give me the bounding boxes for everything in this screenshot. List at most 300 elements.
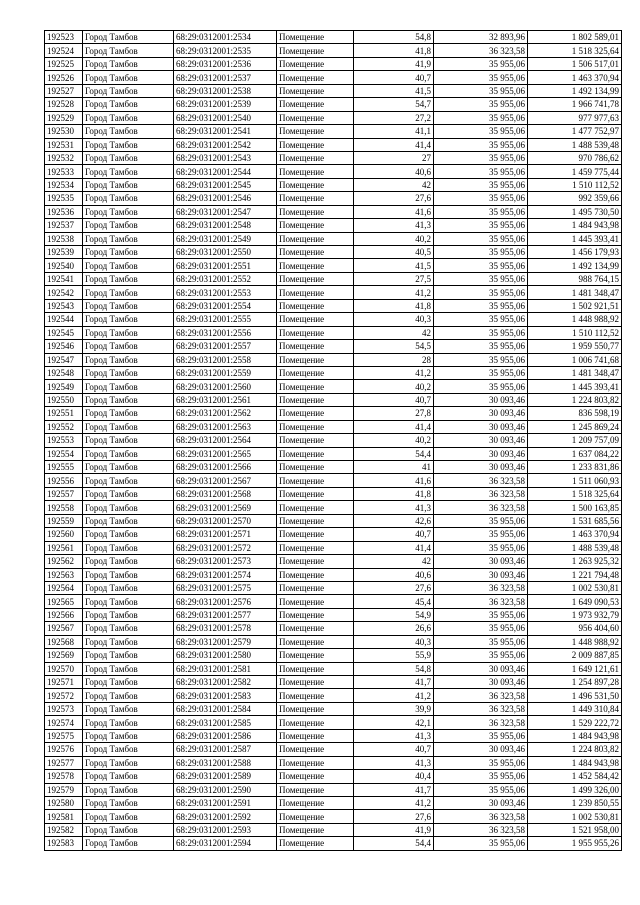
cell-cadastral-value: 1 445 393,41 [528, 232, 622, 245]
cell-object-type: Помещение [277, 151, 354, 164]
cell-area: 41,2 [354, 796, 434, 809]
cell-unit-value: 30 093,46 [434, 447, 528, 460]
cell-cadastral-number: 68:29:0312001:2584 [174, 702, 277, 715]
cell-city: Город Тамбов [83, 770, 174, 783]
table-row [45, 393, 622, 406]
cell-area: 42,6 [354, 514, 434, 527]
table-row [45, 823, 622, 836]
cell-area: 40,6 [354, 165, 434, 178]
cell-cadastral-value: 1 492 134,99 [528, 84, 622, 97]
cell-unit-value: 35 955,06 [434, 111, 528, 124]
cell-cadastral-number: 68:29:0312001:2594 [174, 837, 277, 850]
cell-area: 40,7 [354, 743, 434, 756]
cell-area: 27,6 [354, 810, 434, 823]
cell-cadastral-value: 1 481 348,47 [528, 366, 622, 379]
cell-cadastral-number: 68:29:0312001:2559 [174, 366, 277, 379]
cell-row-number: 192528 [45, 98, 83, 111]
cell-cadastral-value: 1 209 757,09 [528, 434, 622, 447]
cell-unit-value: 36 323,58 [434, 689, 528, 702]
cell-row-number: 192546 [45, 340, 83, 353]
cell-cadastral-number: 68:29:0312001:2590 [174, 783, 277, 796]
cell-cadastral-number: 68:29:0312001:2543 [174, 151, 277, 164]
cell-cadastral-value: 1 495 730,50 [528, 205, 622, 218]
cell-area: 41,8 [354, 487, 434, 500]
cell-city: Город Тамбов [83, 689, 174, 702]
cell-row-number: 192558 [45, 501, 83, 514]
cell-unit-value: 30 093,46 [434, 796, 528, 809]
cell-area: 42 [354, 178, 434, 191]
cell-object-type: Помещение [277, 44, 354, 57]
table-row [45, 84, 622, 97]
cell-row-number: 192531 [45, 138, 83, 151]
cell-city: Город Тамбов [83, 743, 174, 756]
cell-row-number: 192526 [45, 71, 83, 84]
cell-cadastral-value: 1 456 179,93 [528, 246, 622, 259]
cell-cadastral-number: 68:29:0312001:2593 [174, 823, 277, 836]
cell-city: Город Тамбов [83, 165, 174, 178]
cell-object-type: Помещение [277, 353, 354, 366]
cell-city: Город Тамбов [83, 205, 174, 218]
cell-cadastral-value: 1 500 163,85 [528, 501, 622, 514]
cell-city: Город Тамбов [83, 246, 174, 259]
cell-city: Город Тамбов [83, 393, 174, 406]
cell-city: Город Тамбов [83, 380, 174, 393]
cell-cadastral-value: 1 002 530,81 [528, 810, 622, 823]
cell-object-type: Помещение [277, 622, 354, 635]
table-row [45, 635, 622, 648]
cell-area: 41,2 [354, 366, 434, 379]
table-row [45, 783, 622, 796]
cell-object-type: Помещение [277, 595, 354, 608]
cell-unit-value: 35 955,06 [434, 622, 528, 635]
cell-city: Город Тамбов [83, 111, 174, 124]
cell-cadastral-number: 68:29:0312001:2576 [174, 595, 277, 608]
cell-row-number: 192573 [45, 702, 83, 715]
cell-city: Город Тамбов [83, 716, 174, 729]
cell-object-type: Помещение [277, 689, 354, 702]
cell-cadastral-value: 1 511 060,93 [528, 474, 622, 487]
cell-cadastral-number: 68:29:0312001:2560 [174, 380, 277, 393]
table-row [45, 71, 622, 84]
cell-row-number: 192539 [45, 246, 83, 259]
cell-cadastral-number: 68:29:0312001:2552 [174, 272, 277, 285]
cell-row-number: 192564 [45, 581, 83, 594]
cell-cadastral-number: 68:29:0312001:2534 [174, 31, 277, 44]
cell-unit-value: 32 893,96 [434, 31, 528, 44]
cell-cadastral-value: 1 006 741,68 [528, 353, 622, 366]
cell-unit-value: 36 323,58 [434, 44, 528, 57]
cell-object-type: Помещение [277, 676, 354, 689]
cell-area: 41,3 [354, 756, 434, 769]
cell-unit-value: 36 323,58 [434, 474, 528, 487]
cell-cadastral-value: 1 955 955,26 [528, 837, 622, 850]
table-row [45, 662, 622, 675]
cell-row-number: 192524 [45, 44, 83, 57]
cell-city: Город Тамбов [83, 178, 174, 191]
cell-row-number: 192552 [45, 420, 83, 433]
cell-row-number: 192559 [45, 514, 83, 527]
table-row [45, 57, 622, 70]
cell-cadastral-number: 68:29:0312001:2564 [174, 434, 277, 447]
cell-cadastral-value: 1 481 348,47 [528, 286, 622, 299]
cell-cadastral-number: 68:29:0312001:2540 [174, 111, 277, 124]
cell-city: Город Тамбов [83, 259, 174, 272]
cell-row-number: 192560 [45, 528, 83, 541]
cell-cadastral-value: 1 510 112,52 [528, 178, 622, 191]
cell-object-type: Помещение [277, 380, 354, 393]
cell-object-type: Помещение [277, 71, 354, 84]
cell-object-type: Помещение [277, 178, 354, 191]
cell-object-type: Помещение [277, 434, 354, 447]
cell-city: Город Тамбов [83, 474, 174, 487]
cell-object-type: Помещение [277, 810, 354, 823]
cell-row-number: 192533 [45, 165, 83, 178]
cell-city: Город Тамбов [83, 232, 174, 245]
cell-area: 40,3 [354, 635, 434, 648]
cell-city: Город Тамбов [83, 702, 174, 715]
cell-row-number: 192529 [45, 111, 83, 124]
table-row [45, 689, 622, 702]
table-row [45, 837, 622, 850]
cell-object-type: Помещение [277, 286, 354, 299]
cell-area: 41,1 [354, 125, 434, 138]
cell-unit-value: 35 955,06 [434, 514, 528, 527]
cell-unit-value: 35 955,06 [434, 340, 528, 353]
cell-area: 54,4 [354, 837, 434, 850]
cell-row-number: 192570 [45, 662, 83, 675]
cell-object-type: Помещение [277, 635, 354, 648]
cell-unit-value: 35 955,06 [434, 205, 528, 218]
cell-unit-value: 35 955,06 [434, 756, 528, 769]
cell-city: Город Тамбов [83, 340, 174, 353]
cell-unit-value: 35 955,06 [434, 138, 528, 151]
table-row [45, 555, 622, 568]
table-row [45, 581, 622, 594]
cell-unit-value: 30 093,46 [434, 461, 528, 474]
cell-unit-value: 36 323,58 [434, 501, 528, 514]
cell-unit-value: 35 955,06 [434, 299, 528, 312]
cell-cadastral-value: 1 488 539,48 [528, 138, 622, 151]
table-row [45, 622, 622, 635]
cell-row-number: 192557 [45, 487, 83, 500]
cell-cadastral-value: 1 477 752,97 [528, 125, 622, 138]
cell-city: Город Тамбов [83, 420, 174, 433]
cell-row-number: 192579 [45, 783, 83, 796]
cell-city: Город Тамбов [83, 622, 174, 635]
cell-area: 41 [354, 461, 434, 474]
cell-unit-value: 35 955,06 [434, 165, 528, 178]
cell-row-number: 192580 [45, 796, 83, 809]
cell-object-type: Помещение [277, 165, 354, 178]
cell-row-number: 192550 [45, 393, 83, 406]
cell-city: Город Тамбов [83, 581, 174, 594]
cell-area: 41,5 [354, 259, 434, 272]
cell-area: 41,7 [354, 676, 434, 689]
cell-cadastral-number: 68:29:0312001:2537 [174, 71, 277, 84]
cell-unit-value: 35 955,06 [434, 71, 528, 84]
cell-object-type: Помещение [277, 259, 354, 272]
cell-unit-value: 35 955,06 [434, 528, 528, 541]
table-row [45, 743, 622, 756]
table-row [45, 608, 622, 621]
registry-sheet [44, 30, 622, 851]
cell-unit-value: 36 323,58 [434, 716, 528, 729]
cell-unit-value: 30 093,46 [434, 407, 528, 420]
table-row [45, 447, 622, 460]
cell-city: Город Тамбов [83, 676, 174, 689]
cell-cadastral-number: 68:29:0312001:2563 [174, 420, 277, 433]
cell-city: Город Тамбов [83, 31, 174, 44]
cell-city: Город Тамбов [83, 514, 174, 527]
cell-cadastral-value: 1 254 897,28 [528, 676, 622, 689]
cell-row-number: 192553 [45, 434, 83, 447]
cell-cadastral-number: 68:29:0312001:2550 [174, 246, 277, 259]
cell-area: 42,1 [354, 716, 434, 729]
cell-city: Город Тамбов [83, 608, 174, 621]
cadastral-table [44, 30, 622, 851]
cell-object-type: Помещение [277, 823, 354, 836]
cell-object-type: Помещение [277, 474, 354, 487]
cell-unit-value: 35 955,06 [434, 649, 528, 662]
cell-row-number: 192575 [45, 729, 83, 742]
cell-cadastral-number: 68:29:0312001:2565 [174, 447, 277, 460]
cell-row-number: 192538 [45, 232, 83, 245]
cell-cadastral-number: 68:29:0312001:2580 [174, 649, 277, 662]
cell-row-number: 192537 [45, 219, 83, 232]
table-row [45, 313, 622, 326]
table-row [45, 178, 622, 191]
cell-city: Город Тамбов [83, 434, 174, 447]
cell-area: 40,6 [354, 568, 434, 581]
cell-object-type: Помещение [277, 487, 354, 500]
cell-cadastral-number: 68:29:0312001:2588 [174, 756, 277, 769]
cell-city: Город Тамбов [83, 57, 174, 70]
table-row [45, 595, 622, 608]
cell-area: 54,8 [354, 662, 434, 675]
cell-row-number: 192582 [45, 823, 83, 836]
cell-cadastral-number: 68:29:0312001:2587 [174, 743, 277, 756]
cell-area: 45,4 [354, 595, 434, 608]
cell-cadastral-value: 1 521 958,00 [528, 823, 622, 836]
table-row [45, 98, 622, 111]
cell-area: 41,9 [354, 57, 434, 70]
cell-city: Город Тамбов [83, 595, 174, 608]
table-row [45, 810, 622, 823]
cell-cadastral-value: 956 404,60 [528, 622, 622, 635]
table-row [45, 474, 622, 487]
cell-city: Город Тамбов [83, 219, 174, 232]
cell-cadastral-value: 1 233 831,86 [528, 461, 622, 474]
table-row [45, 380, 622, 393]
cell-row-number: 192563 [45, 568, 83, 581]
cell-city: Город Тамбов [83, 138, 174, 151]
cell-area: 41,3 [354, 501, 434, 514]
cell-cadastral-number: 68:29:0312001:2557 [174, 340, 277, 353]
cell-cadastral-value: 1 499 326,00 [528, 783, 622, 796]
table-row [45, 770, 622, 783]
cell-row-number: 192540 [45, 259, 83, 272]
cell-cadastral-value: 1 973 932,79 [528, 608, 622, 621]
cell-area: 40,2 [354, 232, 434, 245]
cell-unit-value: 35 955,06 [434, 608, 528, 621]
table-row [45, 568, 622, 581]
cell-city: Город Тамбов [83, 313, 174, 326]
cell-unit-value: 30 093,46 [434, 434, 528, 447]
cell-area: 41,6 [354, 474, 434, 487]
cell-cadastral-value: 1 224 803,82 [528, 743, 622, 756]
cell-row-number: 192536 [45, 205, 83, 218]
cell-unit-value: 30 093,46 [434, 662, 528, 675]
table-row [45, 716, 622, 729]
cell-cadastral-value: 1 245 869,24 [528, 420, 622, 433]
cell-object-type: Помещение [277, 501, 354, 514]
cell-city: Город Тамбов [83, 662, 174, 675]
table-row [45, 205, 622, 218]
cell-cadastral-value: 2 009 887,85 [528, 649, 622, 662]
cell-object-type: Помещение [277, 420, 354, 433]
cell-cadastral-number: 68:29:0312001:2582 [174, 676, 277, 689]
cell-object-type: Помещение [277, 796, 354, 809]
cell-cadastral-number: 68:29:0312001:2581 [174, 662, 277, 675]
cell-object-type: Помещение [277, 770, 354, 783]
table-row [45, 514, 622, 527]
cell-row-number: 192556 [45, 474, 83, 487]
cell-city: Город Тамбов [83, 555, 174, 568]
cell-object-type: Помещение [277, 729, 354, 742]
cell-object-type: Помещение [277, 743, 354, 756]
cell-city: Город Тамбов [83, 151, 174, 164]
cell-row-number: 192577 [45, 756, 83, 769]
cell-cadastral-number: 68:29:0312001:2572 [174, 541, 277, 554]
cell-cadastral-value: 970 786,62 [528, 151, 622, 164]
cell-area: 54,9 [354, 608, 434, 621]
cell-cadastral-number: 68:29:0312001:2583 [174, 689, 277, 702]
table-row [45, 44, 622, 57]
cell-city: Город Тамбов [83, 353, 174, 366]
table-row [45, 353, 622, 366]
cell-area: 41,2 [354, 689, 434, 702]
cell-cadastral-number: 68:29:0312001:2577 [174, 608, 277, 621]
cell-area: 55,9 [354, 649, 434, 662]
cell-city: Город Тамбов [83, 501, 174, 514]
cell-unit-value: 30 093,46 [434, 568, 528, 581]
cell-cadastral-value: 1 448 988,92 [528, 313, 622, 326]
cell-object-type: Помещение [277, 232, 354, 245]
cell-unit-value: 30 093,46 [434, 420, 528, 433]
cell-cadastral-number: 68:29:0312001:2592 [174, 810, 277, 823]
cell-row-number: 192551 [45, 407, 83, 420]
table-row [45, 151, 622, 164]
cell-city: Город Тамбов [83, 326, 174, 339]
cell-row-number: 192534 [45, 178, 83, 191]
cell-unit-value: 35 955,06 [434, 57, 528, 70]
table-row [45, 420, 622, 433]
cell-city: Город Тамбов [83, 810, 174, 823]
cell-object-type: Помещение [277, 31, 354, 44]
cell-unit-value: 35 955,06 [434, 151, 528, 164]
cell-cadastral-value: 1 506 517,01 [528, 57, 622, 70]
cell-row-number: 192574 [45, 716, 83, 729]
cell-unit-value: 35 955,06 [434, 272, 528, 285]
cell-city: Город Тамбов [83, 44, 174, 57]
cell-unit-value: 35 955,06 [434, 286, 528, 299]
cell-row-number: 192583 [45, 837, 83, 850]
table-row [45, 796, 622, 809]
cell-city: Город Тамбов [83, 366, 174, 379]
cell-area: 41,6 [354, 205, 434, 218]
cell-city: Город Тамбов [83, 635, 174, 648]
cell-object-type: Помещение [277, 649, 354, 662]
cell-area: 40,2 [354, 380, 434, 393]
cell-cadastral-number: 68:29:0312001:2553 [174, 286, 277, 299]
cell-unit-value: 35 955,06 [434, 219, 528, 232]
cell-area: 27 [354, 151, 434, 164]
cell-unit-value: 35 955,06 [434, 353, 528, 366]
cell-object-type: Помещение [277, 407, 354, 420]
cell-cadastral-value: 1 449 310,84 [528, 702, 622, 715]
cell-cadastral-value: 1 452 584,42 [528, 770, 622, 783]
table-row [45, 756, 622, 769]
cell-row-number: 192547 [45, 353, 83, 366]
cell-cadastral-value: 1 448 988,92 [528, 635, 622, 648]
cell-area: 40,4 [354, 770, 434, 783]
cell-city: Город Тамбов [83, 487, 174, 500]
cell-cadastral-number: 68:29:0312001:2545 [174, 178, 277, 191]
cell-cadastral-number: 68:29:0312001:2589 [174, 770, 277, 783]
cell-cadastral-number: 68:29:0312001:2535 [174, 44, 277, 57]
cell-area: 41,7 [354, 783, 434, 796]
cell-row-number: 192561 [45, 541, 83, 554]
cell-row-number: 192535 [45, 192, 83, 205]
cell-object-type: Помещение [277, 447, 354, 460]
cell-cadastral-number: 68:29:0312001:2566 [174, 461, 277, 474]
cell-unit-value: 36 323,58 [434, 487, 528, 500]
cell-object-type: Помещение [277, 461, 354, 474]
cell-cadastral-value: 1 459 775,44 [528, 165, 622, 178]
cell-row-number: 192572 [45, 689, 83, 702]
cell-object-type: Помещение [277, 581, 354, 594]
cell-object-type: Помещение [277, 246, 354, 259]
cell-object-type: Помещение [277, 528, 354, 541]
cell-city: Город Тамбов [83, 729, 174, 742]
cell-area: 26,6 [354, 622, 434, 635]
cell-row-number: 192571 [45, 676, 83, 689]
cell-cadastral-number: 68:29:0312001:2555 [174, 313, 277, 326]
cell-row-number: 192548 [45, 366, 83, 379]
cell-object-type: Помещение [277, 98, 354, 111]
cell-area: 28 [354, 353, 434, 366]
cell-object-type: Помещение [277, 272, 354, 285]
cell-unit-value: 30 093,46 [434, 555, 528, 568]
cell-unit-value: 36 323,58 [434, 581, 528, 594]
cell-unit-value: 30 093,46 [434, 393, 528, 406]
cell-area: 40,7 [354, 393, 434, 406]
cell-row-number: 192555 [45, 461, 83, 474]
cell-row-number: 192567 [45, 622, 83, 635]
cell-area: 27,6 [354, 581, 434, 594]
cell-cadastral-number: 68:29:0312001:2578 [174, 622, 277, 635]
cell-object-type: Помещение [277, 313, 354, 326]
cell-object-type: Помещение [277, 837, 354, 850]
cell-cadastral-value: 1 492 134,99 [528, 259, 622, 272]
cell-object-type: Помещение [277, 555, 354, 568]
cell-row-number: 192530 [45, 125, 83, 138]
table-row [45, 676, 622, 689]
cell-cadastral-number: 68:29:0312001:2579 [174, 635, 277, 648]
cell-cadastral-number: 68:29:0312001:2551 [174, 259, 277, 272]
cell-city: Город Тамбов [83, 272, 174, 285]
cell-unit-value: 36 323,58 [434, 823, 528, 836]
